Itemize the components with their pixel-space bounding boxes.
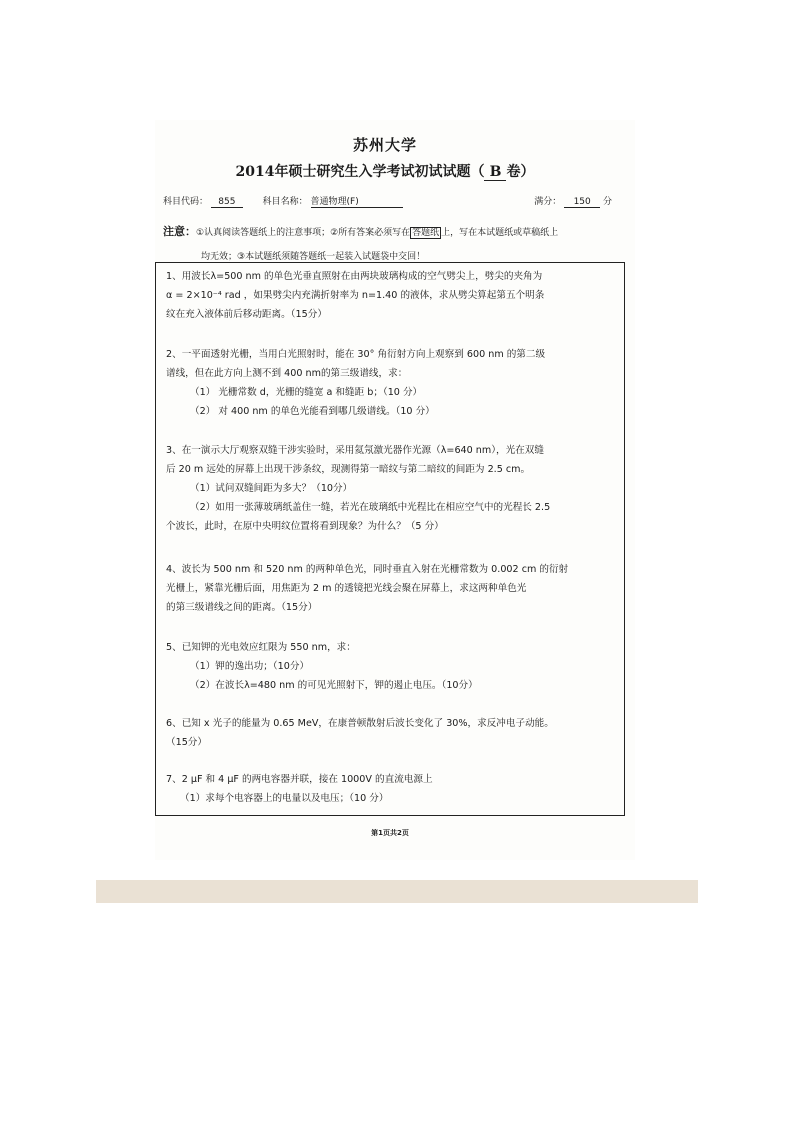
question-7-sub-1: （1）求每个电容器上的电量以及电压；（10 分）	[180, 793, 389, 804]
university-title: 苏州大学	[352, 136, 417, 154]
question-2	[166, 345, 622, 421]
bottom-divider-bar	[96, 880, 698, 903]
exam-title-suffix: 卷）	[506, 164, 535, 180]
exam-title-prefix: 2014年硕士研究生入学考试初试试题（	[235, 164, 485, 180]
subject-name-value: 普通物理(F)	[311, 194, 403, 208]
question-4-line-2: 光栅上，紧靠光栅后面，用焦距为 2 m 的透镜把光线会聚在屏幕上，求这两种单色光	[166, 583, 527, 594]
notice-text-2: 上，写在本试题纸或草稿纸上	[441, 228, 559, 238]
answer-sheet-box: 答题纸	[412, 228, 440, 238]
notice-line-1	[163, 220, 633, 245]
subject-code-value: 855	[211, 197, 243, 208]
subject-code-label: 科目代码：	[163, 197, 209, 207]
question-3	[166, 441, 622, 536]
question-2-line-1: 2、一平面透射光栅，当用白光照射时，能在 30° 角衍射方向上观察到 600 nm 的第二级	[166, 349, 546, 360]
question-7-line-1: 7、2 μF 和 4 μF 的两电容器并联，接在 1000V 的直流电源上	[166, 774, 433, 785]
question-6-line-1: 6、已知 x 光子的能量为 0.65 MeV，在康普顿散射后波长变化了 30%，求反冲电子动能。	[166, 718, 554, 729]
question-7	[166, 770, 622, 808]
questions-frame	[155, 262, 625, 816]
question-5-line-1: 5、已知钾的光电效应红限为 550 nm，求：	[166, 642, 356, 653]
question-2-sub-2: （2） 对 400 nm 的单色光能看到哪几级谱线。（10 分）	[190, 406, 435, 417]
question-2-sub-1: （1） 光栅常数 d，光栅的缝宽 a 和缝距 b；（10 分）	[190, 387, 423, 398]
paper-type: B	[484, 164, 506, 181]
notice-text-1: ①认真阅读答题纸上的注意事项；②所有答案必须写在	[196, 228, 411, 238]
full-score-label: 满分：	[534, 197, 562, 207]
question-5	[166, 638, 622, 695]
question-3-line-1: 3、在一演示大厅观察双缝干涉实验时，采用氦氖激光器作光源（λ=640 nm），光在双缝	[166, 445, 544, 456]
question-1-line-2: α = 2×10⁻⁴ rad ，如果劈尖内充满折射率为 n=1.40 的液体，求从劈尖算起第五个明条	[166, 290, 545, 301]
question-3-sub-2: （2）如用一张薄玻璃纸盖住一缝，若光在玻璃纸中光程比在相应空气中的光程长 2.5	[190, 502, 551, 513]
question-5-sub-2: （2）在波长λ=480 nm 的可见光照射下，钾的遏止电压。（10分）	[190, 680, 478, 691]
question-6	[166, 714, 622, 752]
question-4-line-3: 的第三级谱线之间的距离。（15分）	[166, 602, 318, 613]
question-5-sub-1: （1）钾的逸出功；（10分）	[190, 661, 310, 672]
question-4	[166, 560, 622, 617]
full-score-unit: 分	[603, 197, 613, 207]
subject-name-label: 科目名称：	[262, 197, 308, 207]
page-number: 第1页共2页	[371, 829, 409, 837]
question-3-line-2: 后 20 m 远处的屏幕上出现干涉条纹，现测得第一暗纹与第二暗纹的间距为 2.5 cm。	[166, 464, 531, 475]
question-3-sub-1: （1）试问双缝间距为多大？（10分）	[190, 483, 353, 494]
question-4-line-1: 4、波长为 500 nm 和 520 nm 的两种单色光，同时垂直入射在光栅常数为 0.002 cm 的衍射	[166, 564, 569, 575]
notice-line-2: 均无效；③本试题纸须随答题纸一起装入试题袋中交回！	[201, 252, 426, 262]
question-1-line-3: 纹在充入液体前后移动距离。（15分）	[166, 309, 327, 320]
question-1-line-1: 1、用波长λ=500 nm 的单色光垂直照射在由两块玻璃构成的空气劈尖上，劈尖的夹角为	[166, 271, 543, 282]
question-1	[166, 267, 622, 324]
question-6-line-2: （15分）	[166, 737, 207, 748]
question-3-line-3: 个波长，此时，在原中央明纹位置将看到现象？为什么？（5 分）	[166, 521, 444, 532]
subject-meta-row	[163, 194, 623, 208]
notice-label: 注意：	[163, 225, 196, 238]
exam-title	[155, 161, 615, 181]
question-2-line-2: 谱线，但在此方向上测不到 400 nm的第三级谱线，求：	[166, 368, 408, 379]
full-score-value: 150	[564, 197, 600, 208]
exam-paper-scan	[155, 120, 635, 860]
